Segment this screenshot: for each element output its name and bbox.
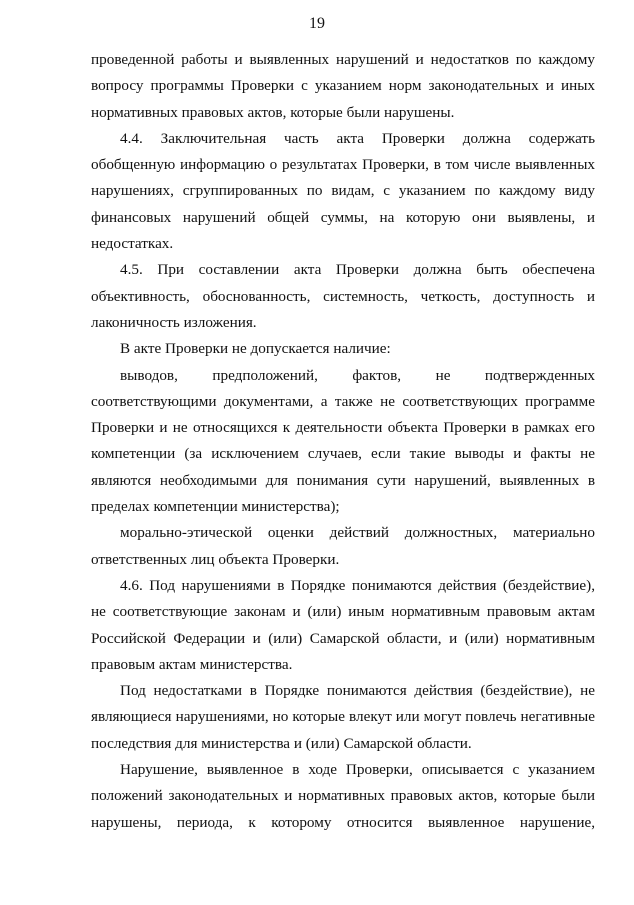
document-body xyxy=(91,47,595,836)
paragraph-4-6: 4.6. Под нарушениями в Порядке понимаются действия (бездействие), не соответствующие законам и (или) иным нормативным правовым актам Российской Федерации и (или) Самарской области, и (или) нормативным правовым актам министерства. xyxy=(91,576,595,673)
page-number: 19 xyxy=(309,15,325,32)
paragraph-prohibitions-intro: В акте Проверки не допускается наличие: xyxy=(120,340,391,358)
paragraph-4-4: 4.4. Заключительная часть акта Проверки должна содержать обобщенную информацию о результатах Проверки, в том числе выявленных нарушениях, сгруппированных по видам, с указанием по каждому виду финансовых нарушений общей суммы, на которую они выявлены, и недостатках. xyxy=(91,129,595,253)
paragraph-violation-description: Нарушение, выявленное в ходе Проверки, описывается с указанием положений законодательных и нормативных правовых актов, которые были нарушены, периода, к которому относится выявленное нарушение, xyxy=(91,761,595,831)
paragraph-deficiencies-definition: Под недостатками в Порядке понимаются действия (бездействие), не являющиеся нарушениями, но которые влекут или могут повлечь негативные последствия для министерства и (или) Самарской области. xyxy=(91,682,595,752)
paragraph-prohibition-ethical-assessment: морально-этической оценки действий должностных, материально ответственных лиц объекта Проверки. xyxy=(91,524,595,568)
paragraph-continuation: проведенной работы и выявленных нарушений и недостатков по каждому вопросу программы Проверки с указанием норм законодательных и иных нормативных правовых актов, которые были нарушены. xyxy=(91,51,595,121)
paragraph-prohibition-conclusions: выводов, предположений, фактов, не подтвержденных соответствующими документами, а также не соответствующих программе Проверки и не относящихся к деятельности объекта Проверки в рамках его компетенции (за исключением случаев, если такие выводы и факты не являются необходимыми для понимания сути нарушений, выявленных в пределах компетенции министерства); xyxy=(91,366,595,516)
paragraph-4-5: 4.5. При составлении акта Проверки должна быть обеспечена объективность, обоснованность, системность, четкость, доступность и лаконичность изложения. xyxy=(91,261,595,331)
